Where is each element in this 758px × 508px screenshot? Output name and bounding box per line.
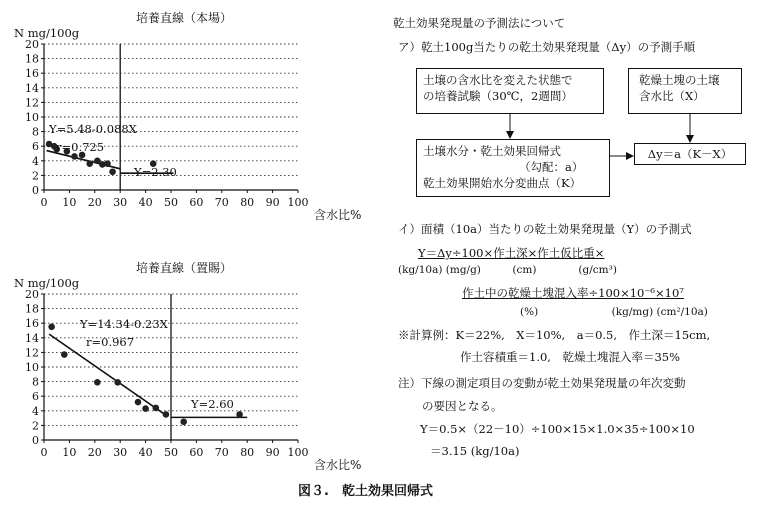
chart1-data-point: [86, 160, 93, 167]
formula-line2: 作土中の乾燥土塊混入率÷100×10⁻⁶×10⁷: [462, 286, 684, 300]
formula-units1: (kg/10a) (mg/g) (cm) (g/cm³): [398, 264, 617, 276]
chart1-ytick-label: 12: [25, 96, 39, 110]
chart2-r-label: r=0.967: [86, 335, 135, 349]
chart2-ytick-label: 12: [25, 346, 39, 360]
calc-example-2: 作土容積重＝1.0, 乾燥土塊混入率＝35%: [460, 350, 681, 364]
chart2-data-point: [180, 418, 187, 425]
figure-caption: 図３. 乾土効果回帰式: [298, 484, 433, 499]
chart1-xtick-label: 40: [138, 196, 153, 209]
chart2-ytick-label: 10: [25, 361, 39, 374]
chart2-plateau-label: Y=2.60: [191, 397, 234, 411]
chart2-ytick-label: 16: [25, 317, 39, 331]
chart1-data-point: [109, 168, 116, 175]
chart1-xtick-label: 70: [214, 196, 229, 209]
box-moisture-line2: 含水比（X）: [639, 89, 705, 103]
chart1-ytick-label: 0: [32, 184, 39, 197]
box-delta-y-formula: Δy＝a（K－X）: [647, 147, 733, 161]
chart1-ytick-label: 10: [25, 111, 39, 124]
chart2-data-point: [114, 379, 121, 386]
chart2-data-point: [152, 405, 159, 412]
chart-okitama: [0, 250, 380, 500]
chart1-ytick-label: 2: [32, 169, 39, 183]
chart2-regression-label: Y=14.34-0.23X: [80, 317, 168, 331]
flow-arrows: [380, 60, 758, 210]
chart2-xtick-label: 0: [40, 446, 48, 459]
chart1-r-label: r=0.725: [56, 140, 105, 154]
chart2-data-point: [163, 411, 170, 418]
chart1-ytick-label: 18: [25, 52, 39, 66]
heading: 乾土効果発現量の予測法について: [393, 16, 566, 30]
chart1-xtick-label: 10: [62, 196, 77, 209]
chart1-ytick-label: 14: [25, 81, 39, 95]
formula-units2: (%) (kg/mg) (cm²/10a): [520, 306, 708, 318]
chart2-ytick-label: 8: [32, 375, 39, 389]
note-1: 注）下線の測定項目の変動が乾土効果発現量の年次変動: [398, 376, 686, 390]
chart2-ytick-label: 18: [25, 302, 39, 316]
chart2-ytick-label: 2: [32, 419, 39, 433]
chart1-title: 培養直線（本場）: [135, 11, 233, 25]
chart-honjo: [0, 0, 380, 250]
section-a: ア）乾土100g当たりの乾土効果発現量（Δy）の予測手順: [398, 40, 696, 54]
box-moisture-line1: 乾燥土塊の土壌: [639, 73, 720, 87]
chart2-data-point: [236, 411, 243, 418]
chart2-data-point: [135, 399, 142, 406]
chart2-data-point: [94, 379, 101, 386]
chart1-xtick-label: 30: [113, 196, 128, 209]
chart2-ytick-label: 6: [32, 390, 39, 404]
chart2-xtick-label: 70: [214, 446, 229, 459]
chart1-data-point: [104, 160, 111, 167]
formula-line1: Y＝Δy÷100×作土深×作土仮比重×: [418, 246, 605, 260]
equation-2: ＝3.15 (kg/10a): [430, 444, 520, 458]
chart2-ytick-label: 0: [32, 434, 39, 447]
chart2-xtick-label: 80: [240, 446, 255, 459]
chart2-xtick-label: 40: [138, 446, 153, 459]
chart1-plateau-label: Y=2.30: [134, 165, 177, 179]
chart2-xtick-label: 90: [265, 446, 280, 459]
box-incubation-line1: 土壌の含水比を変えた状態で: [423, 73, 573, 87]
chart2-ytick-label: 4: [32, 404, 39, 418]
chart1-data-point: [71, 153, 78, 160]
chart2-data-point: [142, 405, 149, 412]
chart2-title: 培養直線（置賜）: [135, 261, 233, 275]
chart2-xtick-label: 100: [287, 446, 309, 459]
chart2-ytick-label: 14: [25, 331, 39, 345]
chart1-ytick-label: 6: [32, 140, 39, 154]
chart1-xtick-label: 0: [40, 196, 48, 209]
chart1-xtick-label: 50: [164, 196, 178, 209]
chart1-ytick-label: 8: [32, 125, 39, 139]
chart2-xtick-label: 20: [87, 446, 102, 459]
chart1-xtick-label: 100: [287, 196, 309, 209]
chart1-xtick-label: 80: [240, 196, 255, 209]
chart2-ylabel: N mg/100g: [14, 276, 80, 290]
box-regression-line1: 土壌水分・乾土効果回帰式: [423, 144, 561, 158]
box-regression-line2: （勾配：a）: [519, 160, 584, 174]
chart1-regression-label: Y=5.48-0.088X: [49, 122, 137, 136]
chart1-xtick-label: 60: [189, 196, 204, 209]
chart1-ytick-label: 16: [25, 67, 39, 81]
chart2-xlabel: 含水比%: [314, 458, 362, 472]
chart2-xtick-label: 50: [164, 446, 178, 459]
chart2-xtick-label: 60: [189, 446, 204, 459]
chart1-xlabel: 含水比%: [314, 208, 362, 222]
box-incubation-line2: の培養試験（30℃，2週間）: [423, 89, 573, 103]
chart2-data-point: [48, 324, 55, 331]
chart2-ytick-label: 20: [25, 288, 39, 301]
chart1-ytick-label: 4: [32, 154, 39, 168]
chart2-data-point: [61, 351, 68, 358]
note-2: の要因となる。: [422, 399, 503, 413]
chart1-ytick-label: 20: [25, 38, 39, 51]
chart2-xtick-label: 10: [62, 446, 77, 459]
chart2-xtick-label: 30: [113, 446, 128, 459]
chart1-ylabel: N mg/100g: [14, 26, 80, 40]
box-regression-line3: 乾土効果開始水分変曲点（K）: [423, 176, 582, 190]
section-i: イ）面積（10a）当たりの乾土効果発現量（Y）の予測式: [398, 222, 692, 236]
chart1-xtick-label: 90: [265, 196, 280, 209]
calc-example-1: ※計算例：K＝22%, X＝10%, a＝0.5, 作土深＝15cm,: [398, 328, 711, 342]
equation-1: Y＝0.5×（22－10）÷100×15×1.0×35÷100×10: [420, 422, 695, 436]
chart1-xtick-label: 20: [87, 196, 102, 209]
